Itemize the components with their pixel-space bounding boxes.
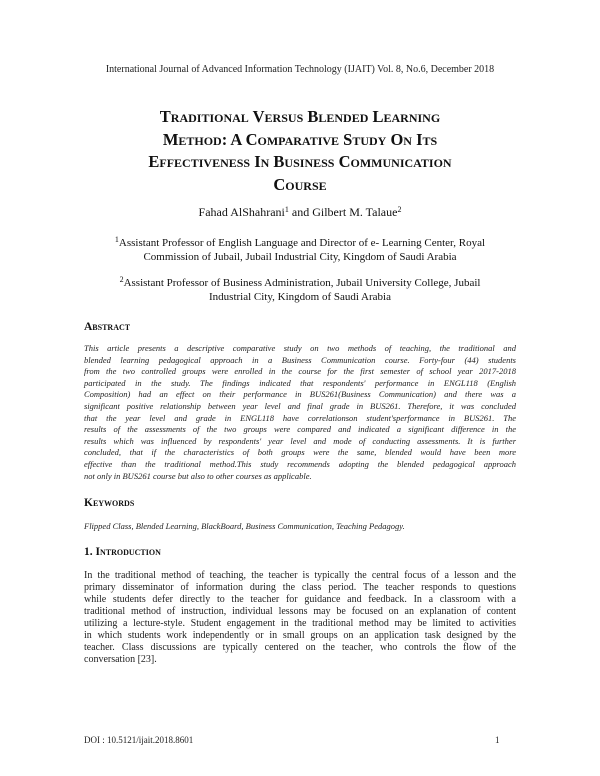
title-line: Method: A Comparative Study On Its	[162, 129, 438, 149]
introduction-line: conversation [23].	[84, 654, 157, 665]
keywords-heading: Keywords	[84, 497, 135, 509]
abstract-line: concluded, that if the characteristics of both groups were the same, blended would have been more	[84, 447, 516, 458]
title-line: Effectiveness In Business Communication	[148, 152, 452, 171]
introduction-line: while students defer directly to the teacher for guidance and feedback. In a classroom with a	[84, 594, 516, 605]
abstract-line: from the two controlled groups were enrolled in the course for the first semester of school year 2017-2018	[84, 366, 516, 377]
abstract-line: significant positive relationship between year level and final grade in BUS261. Therefore, it was concluded	[84, 400, 516, 411]
journal-header: International Journal of Advanced Information Technology (IJAIT) Vol. 8, No.6, December 2018	[105, 64, 495, 75]
author-affiliation-mark: 1	[284, 205, 289, 214]
abstract-line: effective than the traditional method.This study recommends adopting the blended pedagogical approach	[84, 458, 516, 469]
affiliation-line: Industrial City, Kingdom of Saudi Arabia	[209, 291, 391, 303]
page-number: 1	[495, 735, 500, 745]
introduction-heading: 1. Introduction	[84, 546, 161, 558]
abstract-line: results of the assessments of the two groups were compared and indicated a significant difference in the	[84, 424, 516, 435]
introduction-line: teacher. Class discussions are typically centered on the teacher, who controls the flow of the	[84, 642, 516, 653]
author-name: Gilbert M. Talaue	[312, 205, 398, 219]
affiliation-text: Assistant Professor of English Language and Director of e- Learning Center, Royal	[118, 237, 486, 249]
abstract-line: This article presents a descriptive comparative study on two methods of teaching, the traditional and	[84, 343, 516, 353]
affiliation	[80, 236, 520, 264]
keywords-text: Flipped Class, Blended Learning, BlackBoard, Business Communication, Teaching Pedagogy.	[84, 521, 405, 531]
introduction-body	[84, 570, 516, 666]
introduction-line: In the traditional method of teaching, the teacher is typically the central focus of a lesson and the	[84, 570, 516, 581]
title-line: Traditional Versus Blended Learning	[159, 107, 441, 126]
affiliation-mark: 1	[114, 235, 119, 244]
introduction-line: traditional method of instruction, individual lessons may be focused on an explanation of content	[84, 606, 516, 617]
affiliation-text: Assistant Professor of Business Administration, Jubail University College, Jubail	[123, 277, 481, 289]
author-conjunction: and	[288, 205, 313, 219]
abstract-line: that the year level and grade in ENGL118 have correlationson student'sperformance in BUS261. The	[84, 412, 516, 423]
introduction-line: utilizing a lecture-style. Student engagement in the traditional method may be limited to activities	[84, 618, 516, 629]
author-affiliation-mark: 2	[397, 205, 402, 214]
abstract-line: blended learning pedagogical approach in a Business Communication course. Forty-four (44) students	[84, 354, 516, 365]
affiliation-line	[80, 236, 520, 250]
affiliation-mark: 2	[119, 275, 124, 284]
title-line: Course	[273, 174, 327, 194]
abstract-line: results which was influenced by respondents' year level and mode of conducting assessments. It is further	[84, 435, 516, 446]
author-list	[0, 205, 600, 220]
abstract-body	[84, 343, 516, 482]
abstract-line: Composition) had an effect on their performance in BUS261(Business Communication) and there was a	[84, 389, 516, 400]
introduction-line: primary disseminator of information during the class period. The teacher responds to questions	[84, 582, 516, 593]
abstract-heading: Abstract	[84, 321, 131, 333]
introduction-line: in which students work independently or in small groups on an application task designed by the	[84, 630, 516, 641]
affiliation	[80, 276, 520, 304]
paper-title	[60, 106, 540, 196]
author-name: Fahad AlShahrani	[198, 205, 285, 219]
abstract-line: not only in BUS261 course but also to other courses as applicable.	[84, 470, 312, 481]
affiliation-line	[80, 276, 520, 290]
abstract-line: participated in the study. The findings indicated that respondents' performance in ENGL118 (English	[84, 377, 516, 388]
doi-footer: DOI : 10.5121/ijait.2018.8601	[84, 735, 194, 745]
affiliation-line: Commission of Jubail, Jubail Industrial City, Kingdom of Saudi Arabia	[143, 251, 457, 263]
